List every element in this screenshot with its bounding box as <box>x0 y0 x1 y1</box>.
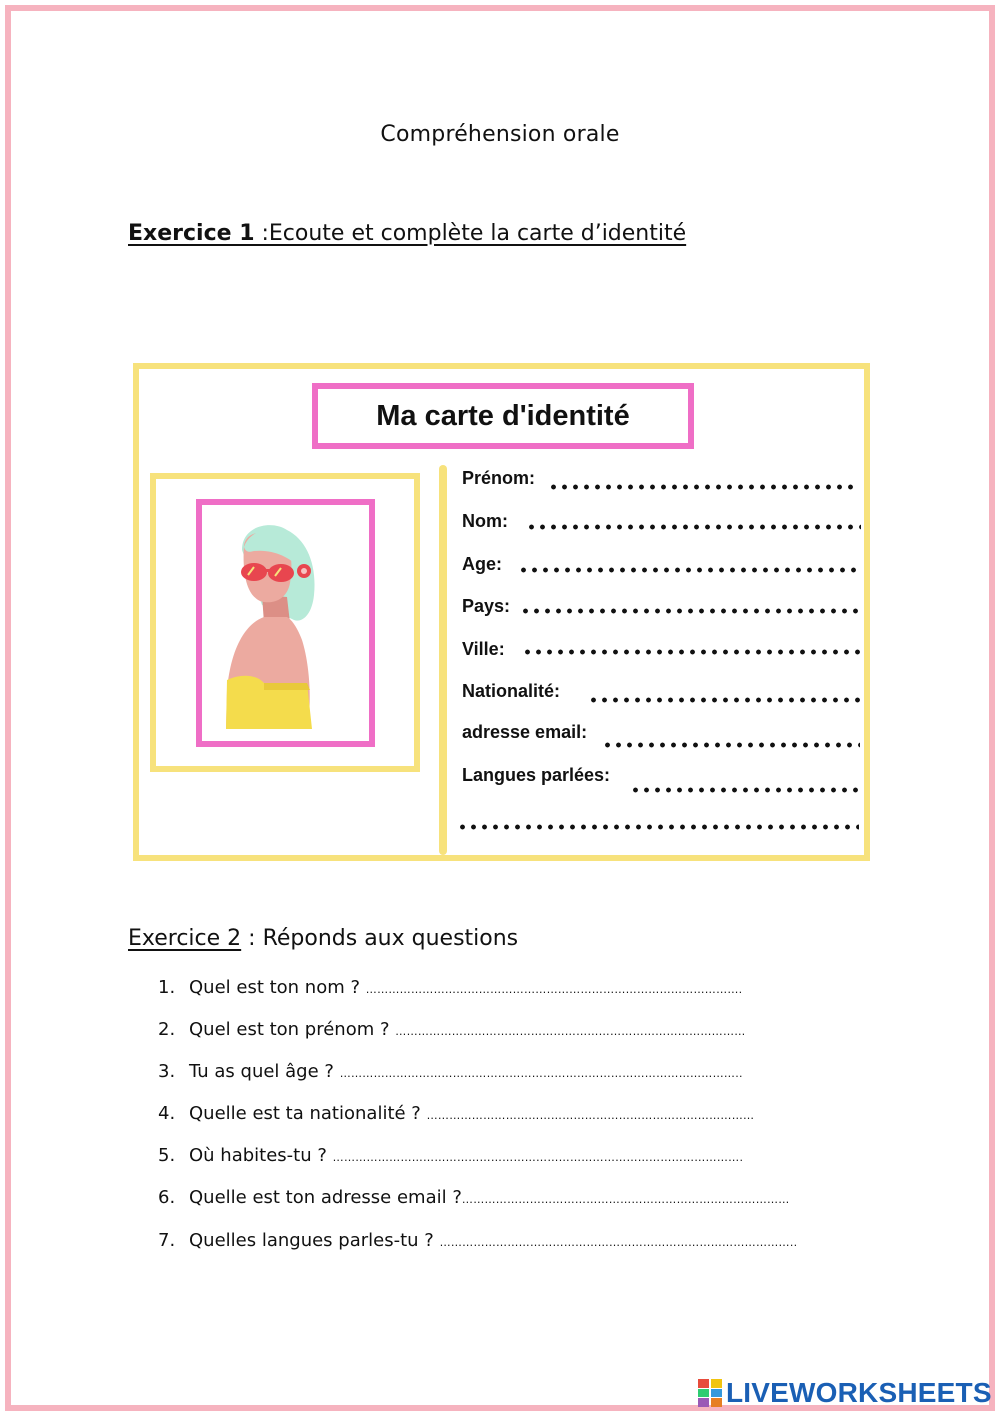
field-langues: Langues parlées: <box>462 765 862 795</box>
question-3: 3. Tu as quel âge ? …………………………………………………………………………………………….. <box>158 1061 743 1082</box>
liveworksheets-logo-icon <box>698 1379 722 1407</box>
field-langues-dots[interactable] <box>630 787 860 793</box>
field-ville: Ville: <box>462 639 862 669</box>
exercise2-instruction: : Réponds aux questions <box>241 926 519 951</box>
field-nationalite: Nationalité: <box>462 681 862 711</box>
field-langues-dots-line2[interactable] <box>457 824 859 830</box>
field-ville-dots[interactable] <box>522 649 860 655</box>
answer-line-2[interactable]: ………………………………………………………………………………… <box>395 1025 746 1038</box>
exercise1-instruction: :Ecoute et complète la carte d’identité <box>254 221 687 246</box>
liveworksheets-logo <box>698 1376 992 1410</box>
field-nom-dots[interactable] <box>526 524 861 530</box>
question-6: 6. Quelle est ton adresse email ?…………………………………………………………………………… <box>158 1187 790 1208</box>
answer-line-6[interactable]: …………………………………………………………………………… <box>461 1193 790 1206</box>
question-2: 2. Quel est ton prénom ? ………………………………………………………………………………… <box>158 1019 746 1040</box>
woman-sunglasses-icon <box>202 505 357 729</box>
exercise1-heading <box>128 221 686 246</box>
page-title: Compréhension orale <box>380 122 620 147</box>
field-nom: Nom: <box>462 511 862 541</box>
photo-frame-inner <box>196 499 375 747</box>
liveworksheets-brand: LIVEWORKSHEETS <box>726 1377 992 1408</box>
answer-line-5[interactable]: ………………………………………………………………………………………………. <box>332 1151 744 1164</box>
exercise2-heading <box>128 926 518 951</box>
field-email-dots[interactable] <box>602 742 860 748</box>
field-prenom-dots[interactable] <box>548 484 858 490</box>
question-7: 7. Quelles langues parles-tu ? ………………………………………………………………………………….. <box>158 1230 798 1251</box>
answer-line-4[interactable]: …………………………………………………………………………… <box>426 1109 755 1122</box>
field-age: Age: <box>462 554 862 584</box>
exercise1-label: Exercice 1 <box>128 221 255 246</box>
card-divider <box>439 465 447 855</box>
question-4: 4. Quelle est ta nationalité ? …………………………………………………………………………… <box>158 1103 755 1124</box>
question-5: 5. Où habites-tu ? ………………………………………………………………………………………………. <box>158 1145 744 1166</box>
field-pays: Pays: <box>462 596 862 626</box>
answer-line-1[interactable]: ………………………………………………………………………………………. <box>365 983 743 996</box>
question-1: 1. Quel est ton nom ? ………………………………………………………………………………………. <box>158 977 743 998</box>
exercise2-label: Exercice 2 <box>128 926 242 951</box>
field-pays-dots[interactable] <box>520 608 860 614</box>
field-nationalite-dots[interactable] <box>588 697 860 703</box>
answer-line-3[interactable]: …………………………………………………………………………………………….. <box>339 1067 743 1080</box>
identity-card-title: Ma carte d'identité <box>312 383 694 449</box>
field-prenom: Prénom: <box>462 468 862 498</box>
answer-line-7[interactable]: ………………………………………………………………………………….. <box>439 1236 798 1249</box>
field-age-dots[interactable] <box>518 567 858 573</box>
field-email: adresse email: <box>462 722 862 752</box>
